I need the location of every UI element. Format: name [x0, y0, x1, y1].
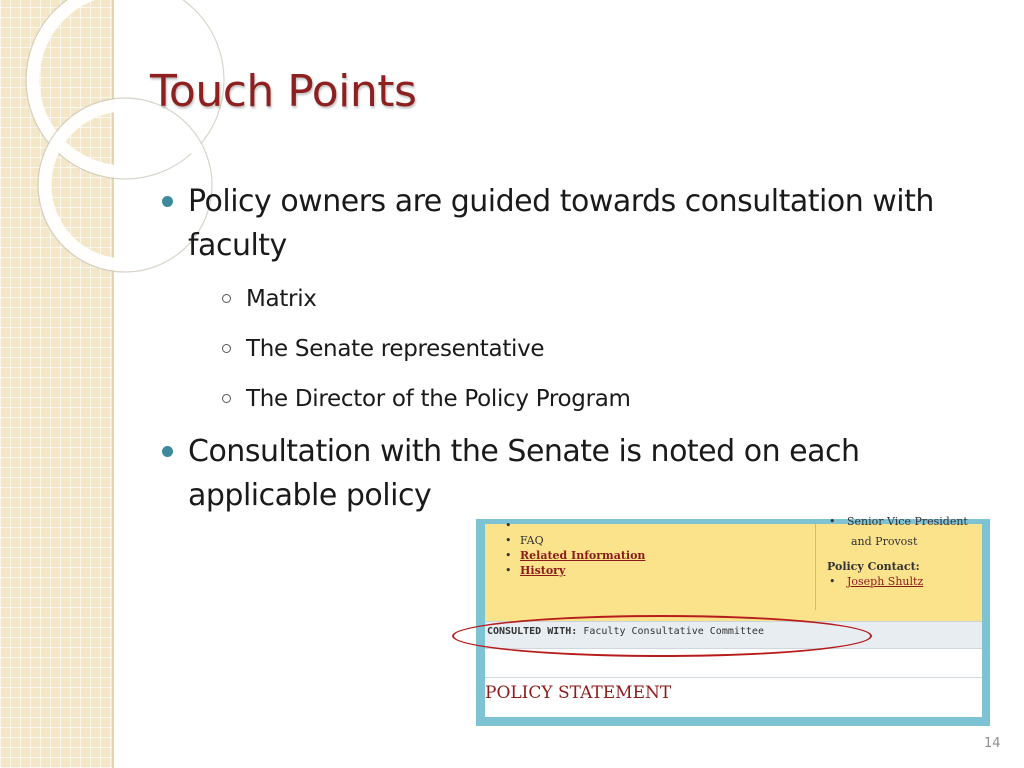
policy-links-list: [505, 518, 645, 578]
policy-statement-heading: POLICY STATEMENT: [485, 683, 672, 703]
policy-contact-label: Policy Contact:: [827, 560, 920, 573]
policy-contact-name: Joseph Shultz: [847, 575, 924, 588]
owner-provost-line: and Provost: [851, 535, 918, 548]
sub-bullet-item: [188, 274, 960, 324]
related-information-link: • Related Information: [505, 548, 645, 563]
policy-owner-column: [827, 514, 987, 589]
sub-bullet-ring-icon: [222, 344, 231, 353]
column-divider: [815, 524, 816, 610]
bullet-list: [160, 180, 960, 518]
bullet-item: [160, 180, 960, 424]
sub-bullet-ring-icon: [222, 394, 231, 403]
sub-bullet-text: Matrix: [246, 286, 317, 312]
strip-edge-line: [112, 0, 114, 768]
slide-title: Touch Points: [150, 66, 417, 117]
policy-contact-item: [827, 574, 987, 589]
sub-bullet-text: The Director of the Policy Program: [246, 386, 631, 412]
history-link: • History: [505, 563, 645, 578]
decorative-side-strip: [0, 0, 112, 768]
list-item: [505, 518, 645, 533]
faq-link: • FAQ: [505, 533, 645, 548]
highlight-ellipse: [452, 615, 872, 657]
bullet-text: Policy owners are guided towards consultation with faculty: [188, 184, 934, 263]
bullet-item: [160, 430, 960, 518]
owner-partial-line: • Senior Vice President: [827, 514, 987, 529]
bullet-dot-icon: [162, 446, 173, 457]
sub-bullet-item: [188, 374, 960, 424]
sub-bullet-text: The Senate representative: [246, 336, 545, 362]
consulted-with-label: CONSULTED WITH:: [487, 626, 578, 637]
slide-number: 14: [984, 736, 1001, 751]
bullet-dot-icon: [162, 196, 173, 207]
consulted-with-value: Faculty Consultative Committee: [583, 626, 764, 637]
sub-bullet-list: [188, 274, 960, 424]
bullet-text: Consultation with the Senate is noted on each applicable policy: [188, 434, 860, 513]
sub-bullet-ring-icon: [222, 294, 231, 303]
sub-bullet-item: [188, 324, 960, 374]
